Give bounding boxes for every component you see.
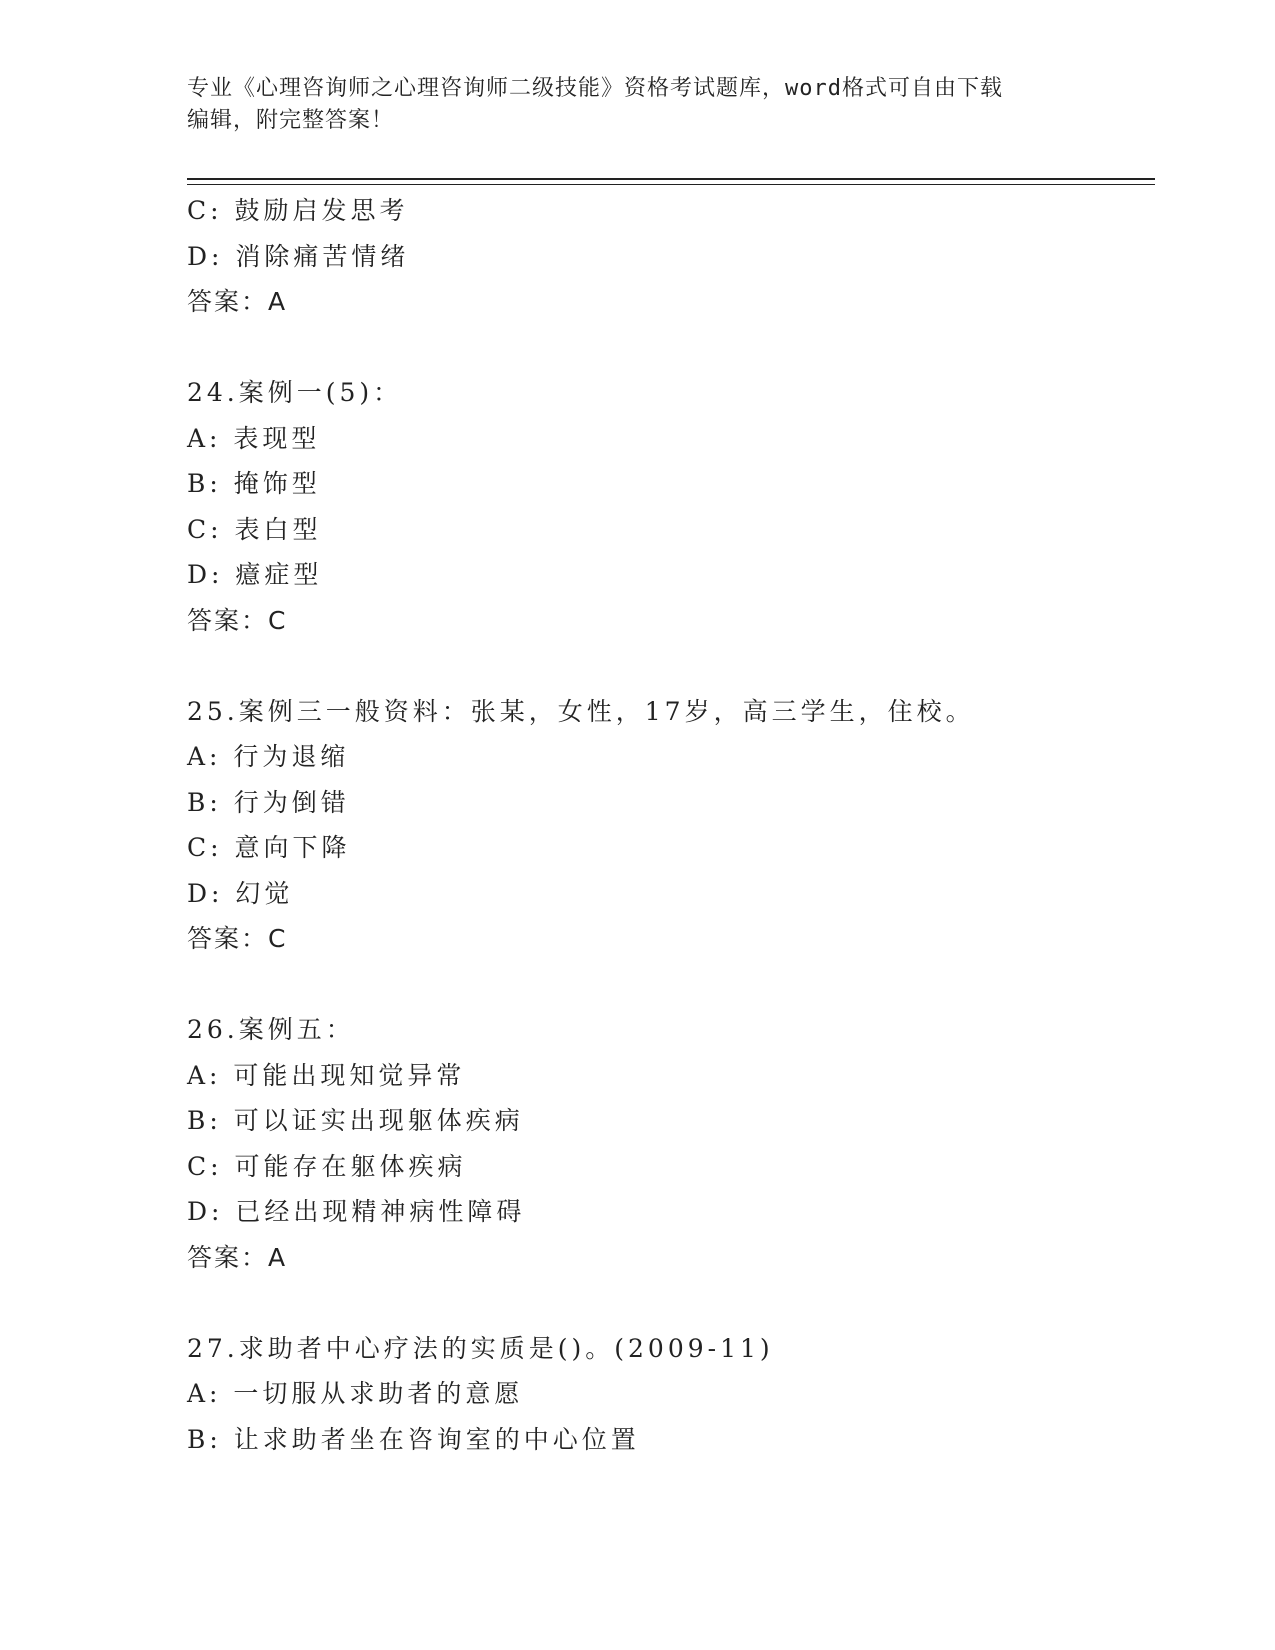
spacer [187, 1280, 1155, 1326]
q25-option-a: A: 行为退缩 [187, 742, 350, 771]
q26-option-d: D: 已经出现精神病性障碍 [187, 1197, 526, 1226]
q24-option-b: B: 掩饰型 [187, 469, 321, 498]
q24-option-a: A: 表现型 [187, 423, 321, 453]
q25-option-d: D: 幻觉 [187, 878, 294, 908]
q25-option-c: C: 意向下降 [187, 833, 351, 862]
q26-answer: 答案：A [187, 1242, 288, 1272]
q24-option-c: C: 表白型 [187, 514, 322, 544]
spacer [187, 643, 1155, 689]
q24-answer: 答案：C [187, 605, 288, 635]
q23-option-c: C: 鼓励启发思考 [187, 196, 409, 225]
q25-answer: 答案：C [187, 924, 288, 953]
q23-option-d: D: 消除痛苦情绪 [187, 241, 410, 271]
q27-option-a: A: 一切服从求助者的意愿 [187, 1379, 524, 1408]
q27-option-b: B: 让求助者坐在咨询室的中心位置 [187, 1424, 640, 1454]
q26-option-a: A: 可能出现知觉异常 [187, 1060, 466, 1090]
q25-question: 25.案例三一般资料：张某，女性，17岁，高三学生，住校。 [187, 696, 975, 726]
header-line-2: 编辑，附完整答案！ [187, 108, 395, 133]
header-divider [187, 178, 1155, 180]
header-line-1: 专业《心理咨询师之心理咨询师二级技能》资格考试题库，word格式可自由下载 [187, 76, 1003, 101]
spacer [187, 325, 1155, 371]
spacer [187, 962, 1155, 1008]
question-list [187, 188, 1155, 1462]
q25-option-b: B: 行为倒错 [187, 787, 350, 817]
q24-question: 24.案例一(5)： [187, 378, 403, 407]
q23-answer: 答案：A [187, 287, 288, 316]
q24-option-d: D: 癔症型 [187, 560, 323, 589]
q26-question: 26.案例五： [187, 1015, 355, 1044]
document-header [187, 73, 1067, 137]
q26-option-c: C: 可能存在躯体疾病 [187, 1151, 467, 1181]
header-divider-thin [187, 184, 1155, 185]
q27-question: 27.求助者中心疗法的实质是()。(2009-11) [187, 1333, 774, 1363]
q26-option-b: B: 可以证实出现躯体疾病 [187, 1106, 524, 1135]
